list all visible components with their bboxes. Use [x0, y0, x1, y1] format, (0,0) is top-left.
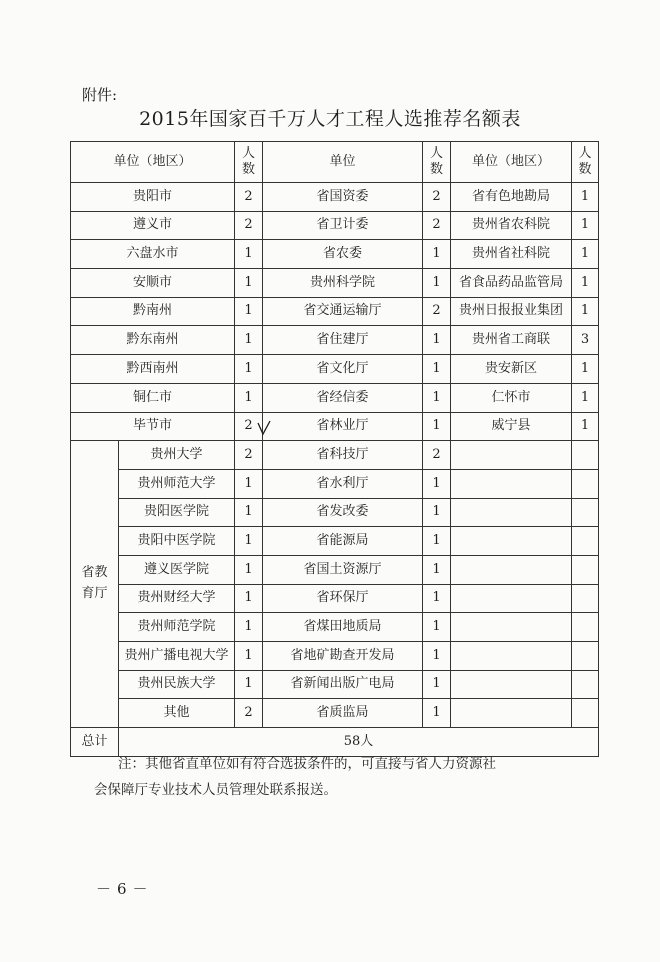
quota-table [70, 141, 599, 757]
right-unit-name: 威宁县 [451, 412, 572, 441]
region-count: 1 [235, 269, 263, 298]
empty-cell [572, 670, 599, 699]
header-count-2: 人 数 [423, 142, 451, 183]
region-count: 1 [235, 297, 263, 326]
unit-name: 省地矿勘查开发局 [263, 642, 423, 671]
footnote-line-1: 注：其他省直单位如有符合选拔条件的，可直接与省人力资源社 [118, 756, 496, 772]
education-unit-name: 贵州民族大学 [119, 670, 235, 699]
region-count: 1 [235, 240, 263, 269]
education-unit-count: 1 [235, 642, 263, 671]
education-unit-name: 贵州师范学院 [119, 613, 235, 642]
right-unit-count: 3 [572, 326, 599, 355]
header-unit: 单位 [263, 142, 423, 183]
unit-name: 省经信委 [263, 383, 423, 412]
region-count: 2 [235, 412, 263, 441]
unit-name: 省发改委 [263, 498, 423, 527]
empty-cell [572, 527, 599, 556]
education-unit-name: 贵阳医学院 [119, 498, 235, 527]
education-unit-name: 贵州财经大学 [119, 584, 235, 613]
education-unit-count: 2 [235, 699, 263, 728]
table-row [71, 584, 599, 613]
table-row [71, 555, 599, 584]
education-unit-name: 贵州广播电视大学 [119, 642, 235, 671]
right-unit-name: 仁怀市 [451, 383, 572, 412]
table-row [71, 642, 599, 671]
unit-count: 2 [423, 211, 451, 240]
unit-count: 2 [423, 297, 451, 326]
right-unit-count: 1 [572, 383, 599, 412]
region-name: 黔东南州 [71, 326, 235, 355]
unit-count: 1 [423, 699, 451, 728]
table-row [71, 269, 599, 298]
right-unit-count: 1 [572, 297, 599, 326]
empty-cell [572, 613, 599, 642]
region-count: 2 [235, 211, 263, 240]
right-unit-count: 1 [572, 355, 599, 384]
unit-count: 1 [423, 383, 451, 412]
right-unit-name: 贵州省农科院 [451, 211, 572, 240]
unit-count: 2 [423, 183, 451, 212]
empty-cell [572, 699, 599, 728]
unit-count: 1 [423, 527, 451, 556]
education-unit-count: 2 [235, 441, 263, 470]
empty-cell [451, 584, 572, 613]
empty-cell [451, 642, 572, 671]
unit-name: 省能源局 [263, 527, 423, 556]
empty-cell [451, 555, 572, 584]
quota-table-body [71, 142, 599, 757]
unit-name: 省质监局 [263, 699, 423, 728]
header-count-3: 人 数 [572, 142, 599, 183]
education-unit-name: 遵义医学院 [119, 555, 235, 584]
region-count: 1 [235, 355, 263, 384]
region-count: 1 [235, 326, 263, 355]
page-title: 2015年国家百千万人才工程人选推荐名额表 [139, 108, 521, 130]
footnote-line-2: 会保障厅专业技术人员管理处联系报送。 [94, 782, 337, 798]
table-row [71, 412, 599, 441]
education-group-label: 省教 育厅 [71, 441, 119, 728]
right-unit-count: 1 [572, 183, 599, 212]
unit-count: 1 [423, 355, 451, 384]
table-row [71, 498, 599, 527]
right-unit-name: 贵州省工商联 [451, 326, 572, 355]
total-label: 总计 [71, 728, 119, 757]
table-row [71, 326, 599, 355]
unit-name: 省文化厅 [263, 355, 423, 384]
empty-cell [572, 642, 599, 671]
unit-count: 2 [423, 441, 451, 470]
right-unit-name: 省有色地勘局 [451, 183, 572, 212]
region-name: 黔南州 [71, 297, 235, 326]
right-unit-count: 1 [572, 240, 599, 269]
header-count-1: 人 数 [235, 142, 263, 183]
education-unit-count: 1 [235, 555, 263, 584]
right-unit-name: 贵州日报报业集团 [451, 297, 572, 326]
table-row [71, 240, 599, 269]
right-unit-count: 1 [572, 412, 599, 441]
unit-count: 1 [423, 412, 451, 441]
region-name: 六盘水市 [71, 240, 235, 269]
unit-count: 1 [423, 642, 451, 671]
unit-name: 省新闻出版广电局 [263, 670, 423, 699]
unit-count: 1 [423, 240, 451, 269]
empty-cell [451, 670, 572, 699]
empty-cell [451, 699, 572, 728]
education-unit-count: 1 [235, 469, 263, 498]
education-unit-name: 其他 [119, 699, 235, 728]
unit-name: 省国土资源厅 [263, 555, 423, 584]
empty-cell [572, 469, 599, 498]
empty-cell [451, 441, 572, 470]
education-unit-name: 贵州大学 [119, 441, 235, 470]
table-row [71, 383, 599, 412]
right-unit-count: 1 [572, 269, 599, 298]
header-region: 单位（地区） [71, 142, 235, 183]
table-row [71, 441, 599, 470]
header-region-2: 单位（地区） [451, 142, 572, 183]
table-row [71, 699, 599, 728]
right-unit-name: 贵州省社科院 [451, 240, 572, 269]
education-unit-count: 1 [235, 670, 263, 699]
table-row [71, 670, 599, 699]
unit-count: 1 [423, 269, 451, 298]
unit-name: 省交通运输厅 [263, 297, 423, 326]
education-unit-count: 1 [235, 527, 263, 556]
empty-cell [572, 498, 599, 527]
unit-name: 省环保厅 [263, 584, 423, 613]
unit-count: 1 [423, 613, 451, 642]
table-row [71, 297, 599, 326]
region-name: 铜仁市 [71, 383, 235, 412]
unit-name: 省国资委 [263, 183, 423, 212]
education-unit-name: 贵州师范大学 [119, 469, 235, 498]
empty-cell [451, 527, 572, 556]
education-unit-count: 1 [235, 613, 263, 642]
footnote [94, 751, 588, 803]
unit-name: 省煤田地质局 [263, 613, 423, 642]
region-count: 2 [235, 183, 263, 212]
checkmark-icon [256, 420, 272, 436]
attachment-label: 附件: [82, 86, 118, 104]
unit-name: 省科技厅 [263, 441, 423, 470]
right-unit-count: 1 [572, 211, 599, 240]
region-name: 黔西南州 [71, 355, 235, 384]
empty-cell [572, 555, 599, 584]
right-unit-name: 贵安新区 [451, 355, 572, 384]
table-row [71, 183, 599, 212]
empty-cell [451, 469, 572, 498]
unit-count: 1 [423, 326, 451, 355]
table-header-row [71, 142, 599, 183]
unit-count: 1 [423, 584, 451, 613]
unit-name: 省卫计委 [263, 211, 423, 240]
region-name: 毕节市 [71, 412, 235, 441]
unit-count: 1 [423, 469, 451, 498]
unit-name: 省住建厅 [263, 326, 423, 355]
unit-count: 1 [423, 498, 451, 527]
empty-cell [572, 441, 599, 470]
education-unit-count: 1 [235, 584, 263, 613]
empty-cell [572, 584, 599, 613]
region-name: 贵阳市 [71, 183, 235, 212]
total-value: 58人 [119, 728, 599, 757]
region-name: 遵义市 [71, 211, 235, 240]
table-row [71, 355, 599, 384]
region-count: 1 [235, 383, 263, 412]
education-unit-count: 1 [235, 498, 263, 527]
table-row [71, 469, 599, 498]
unit-name: 省农委 [263, 240, 423, 269]
right-unit-name: 省食品药品监管局 [451, 269, 572, 298]
education-unit-name: 贵阳中医学院 [119, 527, 235, 556]
page-number: －6－ [96, 880, 154, 898]
unit-name: 省林业厅 [263, 412, 423, 441]
empty-cell [451, 613, 572, 642]
empty-cell [451, 498, 572, 527]
unit-count: 1 [423, 670, 451, 699]
region-name: 安顺市 [71, 269, 235, 298]
table-row [71, 527, 599, 556]
unit-count: 1 [423, 555, 451, 584]
unit-name: 贵州科学院 [263, 269, 423, 298]
table-row [71, 613, 599, 642]
unit-name: 省水利厅 [263, 469, 423, 498]
table-row [71, 211, 599, 240]
